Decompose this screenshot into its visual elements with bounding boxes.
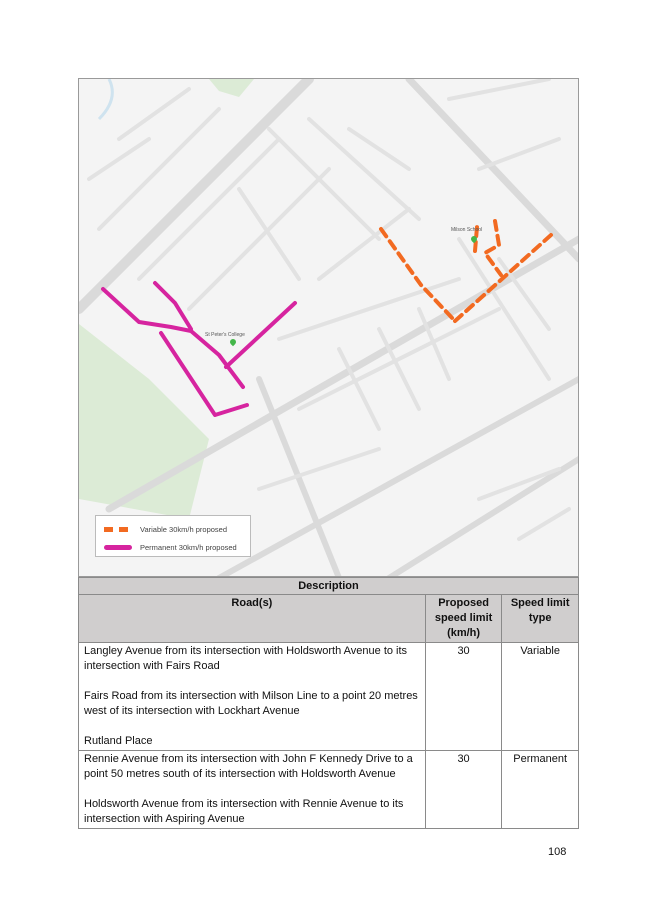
table-title-row: [79, 578, 579, 595]
row-limit-cell: 30: [425, 643, 502, 751]
header-limit-line3: (km/h): [447, 627, 481, 639]
table-row: [79, 643, 579, 751]
map-canvas: [79, 79, 579, 577]
legend-permanent: [104, 540, 237, 554]
permanent-line-swatch: [104, 545, 132, 550]
table-row: [79, 751, 579, 829]
row-limit-cell: 30: [425, 751, 502, 829]
header-type-line1: Speed limit: [510, 597, 570, 609]
road-text: Fairs Road from its intersection with Milson Line to a point 20 metres: [84, 690, 418, 702]
milson-school-label: Milson School: [451, 227, 483, 233]
row-type-cell: Variable: [502, 643, 579, 751]
page-number: 108: [548, 846, 567, 858]
row-roads-cell: [79, 751, 426, 829]
speed-limit-map[interactable]: [78, 78, 579, 577]
road-text: Langley Avenue from its intersection with Holdsworth Avenue to its: [84, 645, 408, 657]
map-legend: [95, 515, 251, 557]
header-limit-line1: Proposed: [438, 597, 489, 609]
road-text: west of its intersection with Lockhart Avenue: [84, 705, 300, 717]
road-text: Rennie Avenue from its intersection with John F Kennedy Drive to a: [84, 753, 413, 765]
road-text: intersection with Fairs Road: [84, 660, 220, 672]
legend-permanent-label: Permanent 30km/h proposed: [140, 542, 237, 552]
road-text: intersection with Aspiring Avenue: [84, 813, 245, 825]
variable-dash-swatch: [104, 527, 132, 532]
row-type-cell: Permanent: [502, 751, 579, 829]
road-text: Holdsworth Avenue from its intersection with Rennie Avenue to its: [84, 798, 404, 810]
header-type-line2: type: [528, 612, 552, 624]
header-proposed-limit: [425, 595, 502, 643]
road-text: point 50 metres south of its intersection with Holdsworth Avenue: [84, 768, 396, 780]
header-limit-type: [502, 595, 579, 643]
road-text: Rutland Place: [84, 735, 153, 747]
legend-variable-label: Variable 30km/h proposed: [140, 524, 227, 534]
table-header-row: [79, 595, 579, 643]
legend-variable: [104, 522, 227, 536]
header-limit-line2: speed limit: [434, 612, 493, 624]
row-roads-cell: [79, 643, 426, 751]
table-title: Description: [79, 578, 579, 595]
speed-limit-table: [78, 577, 579, 829]
header-roads: Road(s): [79, 595, 426, 643]
st-peters-college-label: St Peter's College: [205, 332, 245, 338]
